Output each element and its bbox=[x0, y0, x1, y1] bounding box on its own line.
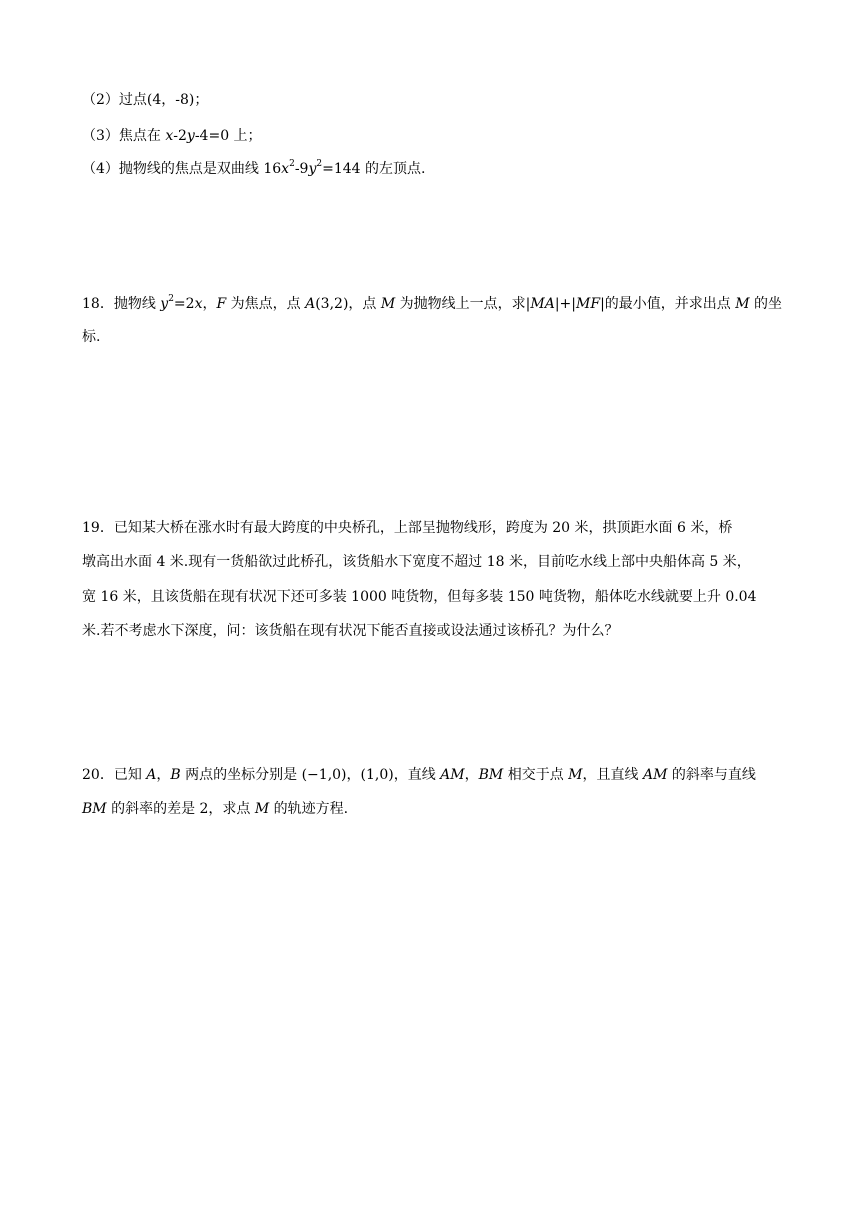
q19-text: 19．已知某大桥在涨水时有最大跨度的中央桥孔，上部呈抛物线形，跨度为 20 米，拱顶距水面 6 米，桥 bbox=[82, 520, 733, 536]
q17-sub4-mid: -9 bbox=[294, 161, 309, 177]
q18-text: ， bbox=[202, 296, 217, 312]
q18-var-y: y bbox=[160, 296, 169, 312]
q18-var-MA: MA bbox=[530, 296, 555, 312]
q19-line3 bbox=[82, 588, 757, 606]
q20-var-AM: AM bbox=[440, 767, 465, 783]
q20-var-AM: AM bbox=[642, 767, 668, 783]
q17-sub3-var-x: x bbox=[165, 128, 174, 144]
q18-var-M: M bbox=[735, 296, 750, 312]
q19-line1 bbox=[82, 519, 732, 537]
q18-var-x: x bbox=[194, 296, 203, 312]
q20-text: 两点的坐标分别是 bbox=[180, 767, 302, 783]
q18-var-M: M bbox=[380, 296, 396, 312]
q17-sub4 bbox=[82, 160, 425, 178]
q19-text: 墩高出水面 4 米.现有一货船欲过此桥孔，该货船水下宽度不超过 18 米，目前吃水线上部中央船体高 5 米， bbox=[82, 554, 751, 570]
q18-text: 为焦点，点 bbox=[226, 296, 306, 312]
q17-sub4-prefix: （4）抛物线的焦点是双曲线 16 bbox=[82, 161, 282, 177]
q19-line4 bbox=[82, 622, 618, 640]
q20-var-BM: BM bbox=[478, 767, 504, 783]
q20-var-BM: BM bbox=[82, 801, 107, 817]
q17-sub3 bbox=[82, 127, 262, 145]
q20-var-M: M bbox=[568, 767, 583, 783]
q20-text: 相交于点 bbox=[503, 767, 569, 783]
q19-line2 bbox=[82, 553, 751, 571]
q18-exp: 2 bbox=[168, 294, 174, 305]
q17-sub3-mid: -2 bbox=[173, 128, 187, 144]
q18-text: 为抛物线上一点，求| bbox=[395, 296, 531, 312]
q18-var-A: A bbox=[305, 296, 316, 312]
q20-text: 20．已知 bbox=[82, 767, 147, 783]
q18-line2 bbox=[82, 328, 100, 346]
q20-var-M: M bbox=[254, 801, 270, 817]
q18-text: |的最小值，并求出点 bbox=[600, 296, 736, 312]
q20-text: ，且直线 bbox=[582, 767, 643, 783]
q18-text: 标. bbox=[82, 329, 101, 345]
q18-text: 18．抛物线 bbox=[82, 296, 161, 312]
q19-text: 宽 16 米，且该货船在现有状况下还可多装 1000 吨货物，但每多装 150 吨货物，船体吃水线就要上升 0.04 bbox=[82, 589, 757, 605]
q18-text: 的坐 bbox=[749, 296, 783, 312]
q20-var-A: A bbox=[146, 767, 157, 783]
q18-var-F: F bbox=[216, 296, 227, 312]
q20-var-B: B bbox=[170, 767, 181, 783]
q20-text: ， bbox=[156, 767, 171, 783]
q17-sub2-text: （2）过点(4，-8)； bbox=[82, 92, 209, 108]
q17-sub4-var-x: x bbox=[281, 161, 290, 177]
q17-sub4-exp1: 2 bbox=[289, 159, 295, 170]
q20-coord-b: (1,0) bbox=[360, 767, 394, 783]
q18-line1 bbox=[82, 295, 782, 313]
q20-text: 的轨迹方程. bbox=[269, 801, 349, 817]
q20-text: 的斜率与直线 bbox=[667, 767, 756, 783]
q18-text: |+| bbox=[554, 296, 576, 312]
q17-sub2 bbox=[82, 91, 208, 109]
q20-line1 bbox=[82, 766, 756, 784]
q20-coord-a: (−1,0) bbox=[301, 767, 347, 783]
q17-sub3-var-y: y bbox=[186, 128, 195, 144]
q20-text: 的斜率的差是 2，求点 bbox=[106, 801, 255, 817]
q17-sub3-prefix: （3）焦点在 bbox=[82, 128, 166, 144]
q19-text: 米.若不考虑水下深度，问：该货船在现有状况下能否直接或设法通过该桥孔？为什么？ bbox=[82, 623, 619, 639]
q17-sub3-suffix: -4=0 上； bbox=[194, 128, 262, 144]
q17-sub4-suffix: =144 的左顶点. bbox=[322, 161, 426, 177]
q20-line2 bbox=[82, 800, 348, 818]
q20-text: ， bbox=[464, 767, 479, 783]
q20-text: ， bbox=[346, 767, 361, 783]
q17-sub4-exp2: 2 bbox=[316, 159, 323, 170]
q18-text: (3,2)，点 bbox=[315, 296, 381, 312]
q20-text: ，直线 bbox=[393, 767, 441, 783]
q18-var-MF: MF bbox=[576, 296, 601, 312]
q18-text: =2 bbox=[173, 296, 195, 312]
q17-sub4-var-y: y bbox=[308, 161, 317, 177]
